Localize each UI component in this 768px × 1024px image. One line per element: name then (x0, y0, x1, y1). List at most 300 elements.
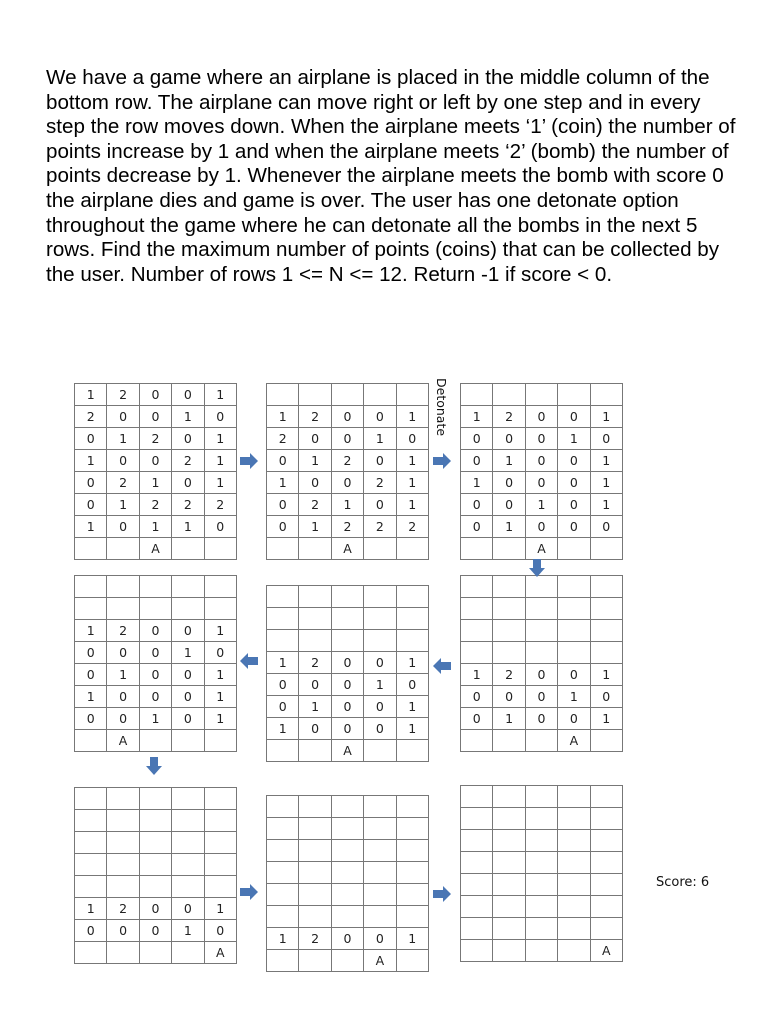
grid-cell: 0 (331, 674, 363, 696)
grid-cell (525, 896, 557, 918)
grid-cell: 1 (204, 472, 236, 494)
arrow-right-icon (432, 451, 452, 471)
grid-row (75, 810, 237, 832)
grid-row (461, 620, 623, 642)
detonate-label: Detonate (434, 378, 449, 437)
grid-cell (299, 586, 331, 608)
grid-cell: 0 (107, 920, 139, 942)
grid-row (461, 576, 623, 598)
arrow-right-icon (239, 882, 259, 902)
grid-cell (139, 788, 171, 810)
grid-cell: 0 (204, 642, 236, 664)
grid-cell (204, 832, 236, 854)
grid-cell (204, 576, 236, 598)
grid-cell: 1 (461, 406, 493, 428)
grid-cell: 0 (139, 686, 171, 708)
grid-row (461, 918, 623, 940)
grid-cell: 0 (396, 428, 428, 450)
grid-row (461, 384, 623, 406)
grid-cell: 0 (107, 516, 139, 538)
grid-cell (267, 630, 299, 652)
grid-cell (107, 598, 139, 620)
score-label: Score: 6 (656, 875, 710, 890)
grid-row (75, 384, 237, 406)
grid-cell (493, 598, 525, 620)
grid-cell: 1 (139, 708, 171, 730)
grid-cell: 1 (461, 664, 493, 686)
grid-cell (299, 862, 331, 884)
grid-cell (525, 852, 557, 874)
grid-cell (493, 830, 525, 852)
grid-cell (331, 608, 363, 630)
airplane-cell: A (525, 538, 557, 560)
grid-cell: 0 (590, 516, 622, 538)
grid-cell (139, 854, 171, 876)
grid-row (267, 472, 429, 494)
grid-cell: 0 (267, 674, 299, 696)
grid-cell: 1 (493, 450, 525, 472)
grid-state-2 (266, 383, 429, 560)
grid-cell (364, 740, 396, 762)
grid-cell (299, 384, 331, 406)
grid-cell: 0 (461, 686, 493, 708)
airplane-cell: A (204, 942, 236, 964)
grid-cell: 0 (461, 450, 493, 472)
grid-row (75, 494, 237, 516)
grid-state-3 (460, 383, 623, 560)
grid-cell (204, 788, 236, 810)
grid-cell (172, 788, 204, 810)
grid-cell: 1 (590, 494, 622, 516)
grid-cell: 2 (107, 620, 139, 642)
grid-cell (461, 808, 493, 830)
grid-cell: 0 (139, 664, 171, 686)
grid-cell: 1 (267, 472, 299, 494)
grid-row (461, 874, 623, 896)
grid-cell: 0 (139, 898, 171, 920)
grid-row (267, 796, 429, 818)
grid-cell (558, 538, 590, 560)
grid-cell: 0 (525, 428, 557, 450)
grid-cell: 2 (204, 494, 236, 516)
arrow-right-icon (239, 451, 259, 471)
grid-cell (75, 576, 107, 598)
grid-cell: 0 (75, 664, 107, 686)
grid-cell: 1 (590, 708, 622, 730)
grid-cell: 0 (558, 406, 590, 428)
grid-cell (364, 862, 396, 884)
grid-cell (558, 786, 590, 808)
grid-cell: 0 (331, 652, 363, 674)
grid-cell: 0 (525, 450, 557, 472)
grid-cell: 1 (396, 406, 428, 428)
grid-cell (204, 598, 236, 620)
grid-cell: 2 (493, 664, 525, 686)
grid-cell (558, 940, 590, 962)
grid-cell (331, 950, 363, 972)
grid-cell (590, 642, 622, 664)
grid-cell: 1 (396, 472, 428, 494)
grid-cell: 2 (331, 450, 363, 472)
grid-cell (267, 950, 299, 972)
grid-cell (461, 830, 493, 852)
grid-cell: 1 (75, 620, 107, 642)
grid-cell: 0 (139, 920, 171, 942)
grid-row (461, 428, 623, 450)
grid-row (461, 472, 623, 494)
grid-cell (267, 608, 299, 630)
grid-cell: 2 (75, 406, 107, 428)
grid-cell (299, 950, 331, 972)
grid-cell: 0 (558, 516, 590, 538)
grid-cell (493, 384, 525, 406)
grid-cell (299, 796, 331, 818)
grid-cell (139, 832, 171, 854)
grid-cell (172, 942, 204, 964)
grid-cell: 1 (364, 428, 396, 450)
grid-cell (590, 852, 622, 874)
grid-cell (558, 896, 590, 918)
grid-state-5 (266, 585, 429, 762)
grid-cell: 0 (525, 406, 557, 428)
grid-cell: 0 (558, 664, 590, 686)
grid-cell: 1 (204, 620, 236, 642)
grid-cell (558, 852, 590, 874)
grid-cell (172, 538, 204, 560)
grid-row (267, 862, 429, 884)
grid-cell (75, 788, 107, 810)
grid-cell (493, 874, 525, 896)
grid-cell (299, 840, 331, 862)
grid-cell (267, 818, 299, 840)
grid-state-1 (74, 383, 237, 560)
grid-cell (364, 906, 396, 928)
grid-cell: 0 (493, 472, 525, 494)
grid-cell: 0 (493, 428, 525, 450)
grid-cell (139, 942, 171, 964)
grid-cell: 1 (590, 450, 622, 472)
grid-cell: 0 (267, 696, 299, 718)
grid-cell (493, 538, 525, 560)
grid-cell (396, 950, 428, 972)
grid-row (267, 818, 429, 840)
grid-row (75, 598, 237, 620)
grid-cell: 1 (396, 450, 428, 472)
grid-row (267, 630, 429, 652)
grid-cell (461, 642, 493, 664)
grid-cell (590, 918, 622, 940)
grid-row (267, 494, 429, 516)
grid-cell (558, 642, 590, 664)
grid-cell: 1 (590, 406, 622, 428)
grid-cell: 1 (75, 898, 107, 920)
grid-row (461, 642, 623, 664)
grid-cell (364, 608, 396, 630)
grid-cell: 0 (267, 516, 299, 538)
grid-state-9 (460, 785, 623, 962)
grid-cell: 0 (75, 494, 107, 516)
grid-cell: 0 (590, 686, 622, 708)
grid-cell: 0 (107, 686, 139, 708)
grid-cell (525, 918, 557, 940)
grid-cell (590, 830, 622, 852)
grid-row (267, 950, 429, 972)
grid-cell: 2 (331, 516, 363, 538)
grid-cell: 1 (299, 450, 331, 472)
grid-row (75, 620, 237, 642)
grid-cell: 0 (139, 450, 171, 472)
grid-cell (75, 810, 107, 832)
grid-cell (396, 630, 428, 652)
grid-cell: 2 (364, 516, 396, 538)
grid-cell: 0 (558, 472, 590, 494)
grid-cell: 0 (331, 718, 363, 740)
grid-cell: 1 (139, 472, 171, 494)
grid-cell (204, 854, 236, 876)
grid-row (267, 718, 429, 740)
grid-cell: 1 (525, 494, 557, 516)
grid-cell (331, 796, 363, 818)
grid-cell (172, 810, 204, 832)
grid-cell (590, 730, 622, 752)
grid-cell (331, 840, 363, 862)
grid-cell (364, 538, 396, 560)
grid-row (267, 652, 429, 674)
grid-cell (364, 630, 396, 652)
grid-cell: 1 (396, 494, 428, 516)
grid-cell (461, 384, 493, 406)
grid-cell (139, 730, 171, 752)
grid-cell: 1 (204, 898, 236, 920)
grid-cell (396, 862, 428, 884)
grid-cell: 1 (204, 428, 236, 450)
grid-cell: 0 (331, 928, 363, 950)
grid-cell (75, 832, 107, 854)
grid-cell: 0 (172, 708, 204, 730)
grid-cell: 0 (172, 620, 204, 642)
grid-cell: 1 (493, 516, 525, 538)
grid-cell: 1 (75, 450, 107, 472)
grid-cell (461, 940, 493, 962)
grid-cell: 1 (75, 384, 107, 406)
grid-cell (493, 576, 525, 598)
grid-cell: 0 (299, 674, 331, 696)
grid-cell: 1 (172, 642, 204, 664)
grid-cell: 0 (107, 406, 139, 428)
grid-cell: 0 (107, 642, 139, 664)
grid-cell: 1 (267, 718, 299, 740)
arrow-down-icon (144, 756, 164, 776)
grid-row (461, 598, 623, 620)
grid-cell (558, 598, 590, 620)
grid-cell (75, 876, 107, 898)
grid-cell: 1 (204, 708, 236, 730)
grid-cell (267, 586, 299, 608)
grid-cell: 0 (525, 664, 557, 686)
grid-cell: 2 (107, 384, 139, 406)
grid-cell (525, 598, 557, 620)
airplane-cell: A (364, 950, 396, 972)
grid-cell (267, 840, 299, 862)
grid-row (75, 472, 237, 494)
grid-cell: 1 (396, 652, 428, 674)
grid-cell (396, 586, 428, 608)
grid-cell: 2 (172, 450, 204, 472)
grid-cell (525, 874, 557, 896)
grid-cell: 0 (364, 450, 396, 472)
grid-row (75, 450, 237, 472)
grid-row (75, 942, 237, 964)
grid-cell (525, 808, 557, 830)
grid-cell: 0 (75, 642, 107, 664)
grid-cell: 0 (139, 384, 171, 406)
grid-cell (364, 840, 396, 862)
grid-cell: 0 (172, 898, 204, 920)
grid-cell: 0 (364, 718, 396, 740)
grid-cell: 0 (75, 428, 107, 450)
grid-cell (590, 538, 622, 560)
grid-cell: 1 (172, 406, 204, 428)
grid-cell: 0 (364, 494, 396, 516)
grid-cell (364, 586, 396, 608)
grid-cell (267, 538, 299, 560)
grid-cell (558, 830, 590, 852)
grid-cell: 1 (107, 428, 139, 450)
grid-cell (558, 918, 590, 940)
grid-cell (107, 576, 139, 598)
grid-cell: 0 (461, 708, 493, 730)
grid-cell (558, 808, 590, 830)
grid-cell (590, 576, 622, 598)
grid-row (267, 384, 429, 406)
grid-cell (461, 918, 493, 940)
grid-cell: 0 (172, 384, 204, 406)
arrow-right-icon (432, 884, 452, 904)
grid-cell (525, 384, 557, 406)
grid-cell: 1 (590, 472, 622, 494)
grid-cell: 0 (364, 406, 396, 428)
grid-cell: 0 (558, 708, 590, 730)
grid-cell: 2 (493, 406, 525, 428)
grid-cell (204, 810, 236, 832)
grid-cell: 1 (107, 664, 139, 686)
grid-cell: 0 (331, 406, 363, 428)
grid-cell (204, 730, 236, 752)
grid-state-4 (74, 575, 237, 752)
grid-row (461, 664, 623, 686)
grid-row (267, 696, 429, 718)
grid-row (461, 686, 623, 708)
grid-cell (525, 730, 557, 752)
grid-row (461, 730, 623, 752)
grid-cell (107, 942, 139, 964)
grid-cell (299, 906, 331, 928)
grid-cell: 1 (75, 686, 107, 708)
grid-row (75, 854, 237, 876)
grid-cell: 1 (107, 494, 139, 516)
grid-cell: 1 (204, 686, 236, 708)
arrow-down-icon (527, 558, 547, 578)
grid-cell (299, 884, 331, 906)
grid-cell (204, 538, 236, 560)
grid-cell (461, 852, 493, 874)
grid-cell (172, 854, 204, 876)
grid-cell: 1 (139, 516, 171, 538)
grid-cell (331, 630, 363, 652)
grid-cell (267, 796, 299, 818)
grid-cell: 1 (267, 928, 299, 950)
airplane-cell: A (331, 740, 363, 762)
grid-cell (493, 896, 525, 918)
grid-cell (331, 586, 363, 608)
grid-cell: 0 (331, 472, 363, 494)
grid-cell: 0 (331, 696, 363, 718)
grid-cell: 0 (461, 494, 493, 516)
grid-cell: 0 (267, 494, 299, 516)
grid-cell: 0 (299, 718, 331, 740)
grid-cell: 1 (364, 674, 396, 696)
grid-cell: 0 (107, 450, 139, 472)
grid-cell (590, 874, 622, 896)
grid-row (267, 840, 429, 862)
grid-row (461, 708, 623, 730)
grid-cell (139, 876, 171, 898)
grid-cell: 0 (558, 494, 590, 516)
grid-cell: 0 (525, 472, 557, 494)
grid-cell: 0 (493, 494, 525, 516)
grid-cell (590, 786, 622, 808)
grid-cell (331, 862, 363, 884)
grid-cell: 2 (364, 472, 396, 494)
grid-cell: 2 (172, 494, 204, 516)
grid-row (75, 664, 237, 686)
grid-cell (172, 576, 204, 598)
grid-cell (107, 854, 139, 876)
grid-cell (525, 642, 557, 664)
grid-cell (139, 576, 171, 598)
grid-cell (461, 786, 493, 808)
grid-cell (461, 874, 493, 896)
grid-row (75, 428, 237, 450)
arrow-left-icon (432, 656, 452, 676)
grid-cell: 0 (364, 928, 396, 950)
grid-cell (590, 896, 622, 918)
grid-row (461, 516, 623, 538)
grid-cell (396, 384, 428, 406)
grid-cell: 1 (396, 718, 428, 740)
grid-cell (396, 608, 428, 630)
grid-cell (493, 808, 525, 830)
grid-cell: 0 (525, 708, 557, 730)
grid-cell (590, 620, 622, 642)
grid-cell (267, 906, 299, 928)
grid-cell (558, 620, 590, 642)
grid-cell (364, 884, 396, 906)
grid-cell (139, 598, 171, 620)
grid-cell (139, 810, 171, 832)
grid-cell (396, 796, 428, 818)
grid-cell: 0 (139, 642, 171, 664)
grid-cell: 1 (172, 516, 204, 538)
grid-cell: 0 (461, 428, 493, 450)
grid-cell: 2 (299, 928, 331, 950)
grid-cell (396, 884, 428, 906)
grid-cell (558, 874, 590, 896)
grid-row (75, 730, 237, 752)
grid-cell: 1 (461, 472, 493, 494)
grid-cell (590, 808, 622, 830)
grid-row (75, 920, 237, 942)
